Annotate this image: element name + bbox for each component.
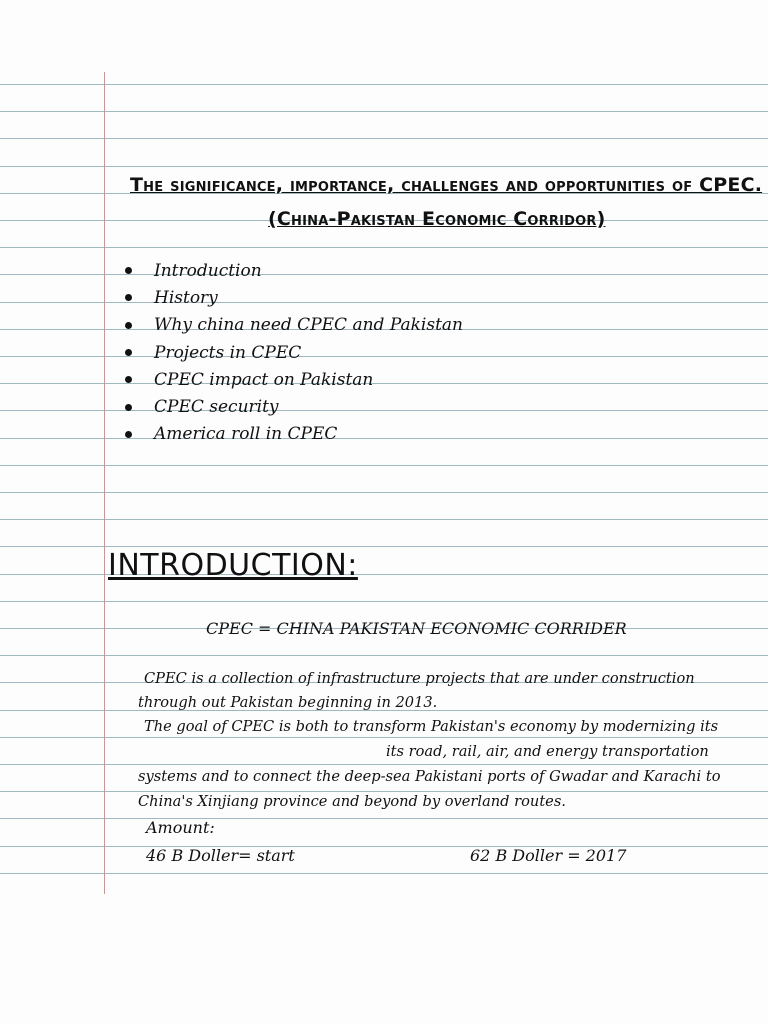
cpec-definition: CPEC = CHINA PAKISTAN ECONOMIC CORRIDER [206, 619, 627, 638]
bullet-icon [125, 267, 132, 274]
rule-line [0, 764, 768, 765]
list-item-label: America roll in CPEC [154, 424, 338, 445]
bullet-icon [125, 349, 132, 356]
list-item [120, 366, 463, 393]
amount-start: 46 B Doller= start [146, 846, 295, 865]
bullet-icon [125, 322, 132, 329]
list-item-label: CPEC security [154, 397, 279, 418]
list-item [120, 284, 463, 311]
rule-line [0, 519, 768, 520]
list-item [120, 257, 463, 284]
list-item-label: Projects in CPEC [154, 342, 302, 363]
rule-line [0, 655, 768, 656]
list-item [120, 339, 463, 366]
paragraph-line: its road, rail, air, and energy transportation [386, 743, 709, 760]
list-item [120, 312, 463, 339]
list-item [120, 393, 463, 420]
section-heading: INTRODUCTION: [108, 548, 358, 583]
title-line-2: (China-Pakistan Economic Corridor) [268, 208, 606, 230]
rule-line [0, 873, 768, 874]
bullet-icon [125, 376, 132, 383]
rule-line [0, 492, 768, 493]
rule-line [0, 601, 768, 602]
paragraph-line: The goal of CPEC is both to transform Pakistan's economy by modernizing its [144, 718, 719, 735]
margin-line [104, 72, 105, 894]
title-line-1: The significance, importance, challenges and opportunities of CPEC. [130, 174, 763, 196]
paragraph-line: systems and to connect the deep-sea Pakistani ports of Gwadar and Karachi to [138, 768, 721, 785]
amount-label: Amount: [146, 818, 215, 837]
rule-line [0, 247, 768, 248]
list-item-label: Why china need CPEC and Pakistan [154, 315, 464, 336]
bullet-icon [125, 404, 132, 411]
amount-2017: 62 B Doller = 2017 [470, 846, 627, 865]
list-item-label: History [154, 287, 218, 308]
list-item [120, 421, 463, 448]
paragraph-line: China's Xinjiang province and beyond by overland routes. [138, 793, 566, 810]
rule-line [0, 138, 768, 139]
rule-line [0, 465, 768, 466]
table-of-contents [120, 257, 463, 448]
list-item-label: Introduction [154, 260, 262, 281]
rule-line [0, 846, 768, 847]
paragraph-line: CPEC is a collection of infrastructure projects that are under construction [144, 670, 695, 687]
rule-line [0, 166, 768, 167]
paragraph-line: through out Pakistan beginning in 2013. [138, 694, 438, 711]
bullet-icon [125, 294, 132, 301]
rule-line [0, 84, 768, 85]
rule-line [0, 737, 768, 738]
rule-line [0, 111, 768, 112]
list-item-label: CPEC impact on Pakistan [154, 369, 374, 390]
rule-line [0, 818, 768, 819]
bullet-icon [125, 431, 132, 438]
